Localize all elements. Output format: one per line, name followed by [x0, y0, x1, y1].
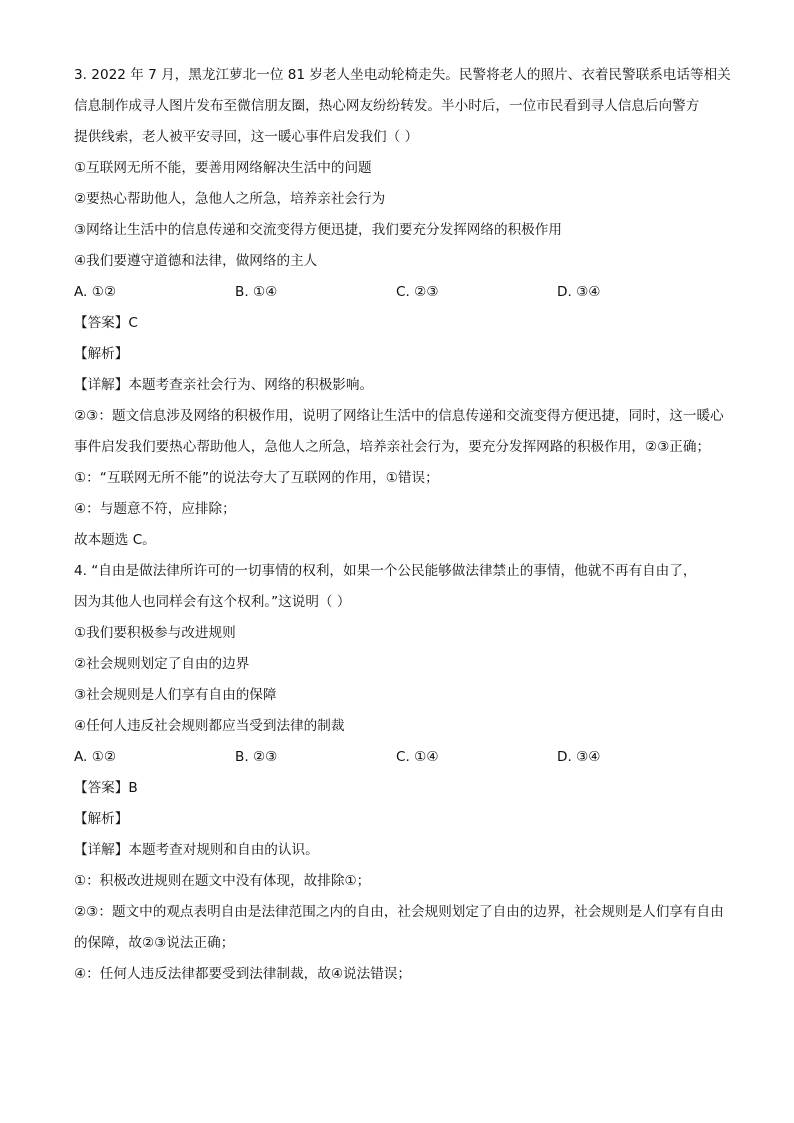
question-4-options: [74, 742, 724, 773]
question-4-stem-line-1: 4. “自由是做法律所许可的一切事情的权利，如果一个公民能够做法律禁止的事情，他就不再有自由了，: [74, 563, 697, 579]
question-3-stem-line-1: 3. 2022 年 7 月，黑龙江萝北一位 81 岁老人坐电动轮椅走失。民警将老人的照片、衣着民警联系电话等相关: [74, 67, 731, 83]
question-4-item-2: ②社会规则划定了自由的边界: [74, 656, 250, 672]
option-b: B. ②③: [235, 749, 278, 765]
question-4-explanation-1: ①：积极改进规则在题文中没有体现，故排除①；: [74, 873, 371, 889]
question-4-item-4: ④任何人违反社会规则都应当受到法律的制裁: [74, 718, 345, 734]
question-3-item-2: ②要热心帮助他人，急他人之所急，培养亲社会行为: [74, 191, 386, 207]
question-4-item-1: ①我们要积极参与改进规则: [74, 625, 236, 641]
question-3-options: [74, 277, 724, 308]
question-4-item-3: ③社会规则是人们享有自由的保障: [74, 687, 277, 703]
content: [74, 60, 731, 990]
question-4-analysis-heading: 【解析】: [74, 811, 129, 827]
option-c: C. ②③: [396, 284, 439, 300]
question-4-explanation-2: ②③：题文中的观点表明自由是法律范围之内的自由，社会规则划定了自由的边界，社会规则是人们享有自由的保障，故②③说法正确；: [74, 904, 724, 951]
option-a: A. ①②: [74, 749, 117, 765]
question-3-explanation-2: ①：“互联网无所不能”的说法夸大了互联网的作用，①错误；: [74, 470, 439, 486]
option-d: D. ③④: [557, 284, 601, 300]
question-3-analysis-heading: 【解析】: [74, 346, 129, 362]
question-3-detail: 【详解】本题考查亲社会行为、网络的积极影响。: [74, 377, 374, 393]
question-3-item-3: ③网络让生活中的信息传递和交流变得方便迅捷，我们要充分发挥网络的积极作用: [74, 222, 562, 238]
question-3-answer: 【答案】C: [74, 315, 138, 331]
question-3-stem-line-2: 信息制作成寻人图片发布至微信朋友圈，热心网友纷纷转发。半小时后，一位市民看到寻人信息后向警方: [74, 98, 700, 114]
question-3-explanation-1: ②③：题文信息涉及网络的积极作用，说明了网络让生活中的信息传递和交流变得方便迅捷，同时，这一暖心事件启发我们要热心帮助他人，急他人之所急，培养亲社会行为，要充分发挥网路的积极作用，②③正确；: [74, 408, 724, 455]
question-3-stem-line-3: 提供线索，老人被平安寻回，这一暖心事件启发我们（ ）: [74, 129, 419, 145]
question-3-explanation-3: ④：与题意不符，应排除；: [74, 501, 236, 517]
question-3: [74, 60, 731, 556]
option-c: C. ①④: [396, 749, 439, 765]
question-4-explanation-3: ④：任何人违反法律都要受到法律制裁，故④说法错误；: [74, 966, 412, 982]
question-3-conclusion: 故本题选 C。: [74, 532, 156, 548]
question-4: [74, 556, 724, 990]
question-4-detail: 【详解】本题考查对规则和自由的认识。: [74, 842, 319, 858]
question-4-stem-line-2: 因为其他人也同样会有这个权利。”这说明（ ）: [74, 594, 351, 610]
question-3-item-1: ①互联网无所不能，要善用网络解决生活中的问题: [74, 160, 372, 176]
question-3-item-4: ④我们要遵守道德和法律，做网络的主人: [74, 253, 318, 269]
option-d: D. ③④: [557, 749, 601, 765]
option-a: A. ①②: [74, 284, 117, 300]
question-4-answer: 【答案】B: [74, 780, 138, 796]
option-b: B. ①④: [235, 284, 278, 300]
